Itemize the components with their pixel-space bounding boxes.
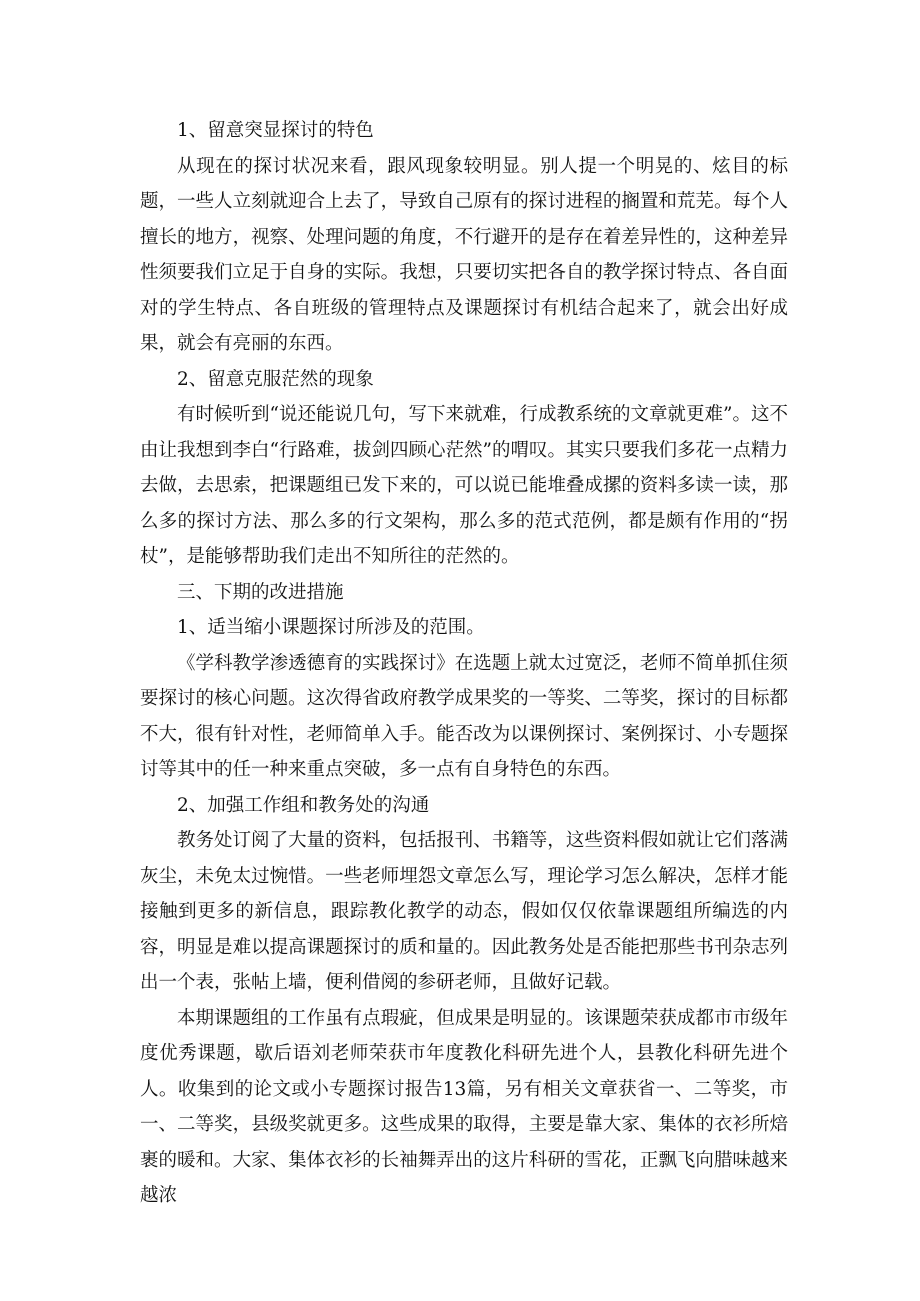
- section-heading-overcome-confusion: 2、留意克服茫然的现象: [177, 368, 374, 390]
- section-heading-highlight-features: 1、留意突显探讨的特色: [177, 120, 374, 141]
- paragraph-trend-following: 从现在的探讨状况来看，跟风现象较明显。别人提一个明晃的、炫目的标题，一些人立刻就迎合上去了，导致自己原有的探讨进程的搁置和荒芜。每个人擅长的地方，视察、处理问题的角度，不行避开的是存在着差异性的，这种差异性须要我们立足于自身的实际。我想，只要切实把各自的教学探讨特点、各自面对的学生特点、各自班级的管理特点及课题探讨有机结合起来了，就会出好成果，就会有亮丽的东西。: [140, 155, 788, 354]
- paragraph-achievements-summary: 本期课题组的工作虽有点瑕疵，但成果是明显的。该课题荣获成都市市级年度优秀课题，歇后语刘老师荣获市年度教化科研先进个人，县教化科研先进个人。收集到的论文或小专题探讨报告13篇，另有相关文章获省一、二等奖，市一、二等奖，县级奖就更多。这些成果的取得，主要是靠大家、集体的衣衫所焙裹的暖和。大家、集体衣衫的长袖舞弄出的这片科研的雪花，正飘飞向腊味越来越浓: [140, 1007, 788, 1206]
- paragraph-topic-too-broad: 《学科教学渗透德育的实践探讨》在选题上就太过宽泛，老师不简单抓住须要探讨的核心问题。这次得省政府教学成果奖的一等奖、二等奖，探讨的目标都不大，很有针对性，老师简单入手。能否改为以课例探讨、案例探讨、小专题探讨等其中的任一种来重点突破，多一点有自身特色的东西。: [140, 652, 788, 780]
- section-heading-improvement-measures: 三、下期的改进措施: [177, 581, 344, 603]
- paragraph-academic-office-resources: 教务处订阅了大量的资料，包括报刊、书籍等，这些资料假如就让它们落满灰尘，未免太过惋惜。一些老师埋怨文章怎么写，理论学习怎么解决，怎样才能接触到更多的新信息，跟踪教化教学的动态，假如仅仅依靠课题组所编选的内容，明显是难以提高课题探讨的质和量的。因此教务处是否能把那些书刊杂志列出一个表，张帖上墙，便利借阅的参研老师，且做好记载。: [140, 830, 788, 993]
- document-body: [140, 113, 788, 1214]
- paragraph-writing-difficulty: 有时候听到“说还能说几句，写下来就难，行成教系统的文章就更难”。这不由让我想到李白“行路难，拔剑四顾心茫然”的喟叹。其实只要我们多花一点精力去做，去思索，把课题组已发下来的，可以说已能堆叠成摞的资料多读一读，那么多的探讨方法、那么多的行文架构，那么多的范式范例，都是颇有作用的“拐杖”，是能够帮助我们走出不知所往的茫然的。: [140, 404, 788, 567]
- section-heading-strengthen-communication: 2、加强工作组和教务处的沟通: [177, 794, 430, 816]
- section-heading-narrow-scope: 1、适当缩小课题探讨所涉及的范围。: [177, 617, 485, 638]
